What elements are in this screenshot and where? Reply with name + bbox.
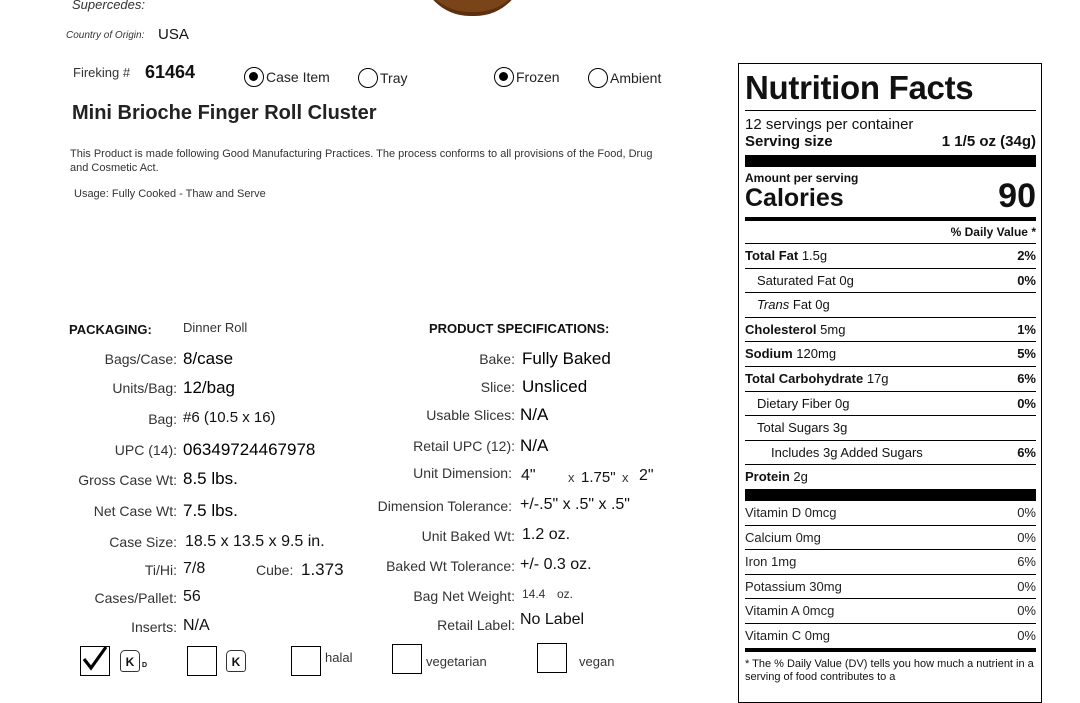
gross-case-wt-label: Gross Case Wt: [78,472,177,488]
cube-value: 1.373 [301,560,344,579]
net-case-wt-value: 7.5 lbs. [183,501,238,520]
upc14-label: UPC (14): [114,442,177,458]
nutrient-amount: 120mg [796,346,837,362]
nutrient-name: Trans [757,297,790,313]
unit-dimension-length: 4" [521,467,536,484]
vegetarian-checkbox[interactable] [392,644,422,674]
unit-dimension-width: 1.75" [581,469,616,486]
unit-dimension-height: 2" [639,467,654,484]
nutrient-dv: 6% [1017,444,1036,460]
kosher-dairy-symbol [120,650,147,672]
vitamin-dv: 6% [1017,554,1036,570]
ambient-option[interactable] [588,68,661,88]
retail-label-value: No Label [520,611,585,628]
nutrient-dv: 2% [1017,248,1036,263]
vitamin-row-calcium [745,525,1036,550]
tray-radio[interactable] [358,68,378,88]
kosher-pareve-checkbox[interactable] [187,646,217,676]
vegan-checkbox[interactable] [537,643,567,673]
daily-value-footnote: * The % Daily Value (DV) tells you how much a nutrient in a serving of food contributes to a [745,657,1034,683]
nutrient-name: Sodium [745,346,793,362]
nutrient-name: Cholesterol [745,321,817,337]
serving-size-value: 1 1/5 oz (34g) [941,133,1036,150]
nutrient-amount: 5mg [820,321,846,337]
nutrient-dv: 6% [1017,370,1036,386]
frozen-radio[interactable] [494,67,514,87]
units-per-bag-value: 12/bag [183,378,235,397]
nutrient-name: Total Carbohydrate [745,370,864,386]
vitamin-row-a [745,598,1036,623]
gross-case-wt-value: 8.5 lbs. [183,469,238,488]
usable-slices-label: Usable Slices: [426,407,515,423]
nutrient-row-sodium [745,341,1036,366]
servings-per-container: 12 servings per container [745,116,914,133]
supercedes-label: Supercedes: [72,0,145,12]
nutrient-row-trans-fat [745,292,1036,317]
vitamin-name: Vitamin A 0mcg [745,603,835,619]
vitamin-row-d [745,501,1036,525]
case-item-option[interactable] [244,67,330,87]
bag-net-weight-unit: oz. [557,587,574,601]
slice-value: Unsliced [522,377,588,396]
nutrient-dv: 1% [1017,321,1036,337]
frozen-option[interactable] [494,67,560,87]
kosher-dairy-checkbox[interactable] [80,646,110,676]
nutrient-row-added-sugars [745,440,1036,465]
units-per-bag-label: Units/Bag: [112,380,177,396]
calories-value: 90 [998,177,1036,215]
serving-size-label: Serving size [745,133,833,150]
vitamin-row-c [745,623,1036,648]
nutrient-name: Total Sugars [757,420,830,436]
nutrient-amount: 17g [866,370,889,386]
nutrient-amount: 1.5g [801,248,828,263]
gmp-statement: This Product is made following Good Manufacturing Practices. The process conforms to all provisions of the Food, Drug and Cosmetic Act. [70,148,653,174]
packaging-heading: PACKAGING: [69,322,152,337]
bake-value: Fully Baked [522,349,611,368]
fireking-label: Fireking # [73,65,131,80]
ambient-label: Ambient [610,70,662,86]
tray-label: Tray [380,70,408,86]
nutrient-dv: 0% [1017,272,1036,288]
ti-hi-label: Ti/Hi: [144,562,177,578]
vegan-label: vegan [579,654,615,669]
unit-baked-wt-label: Unit Baked Wt: [421,528,515,544]
specs-heading: PRODUCT SPECIFICATIONS: [429,321,610,336]
nutrient-name: Saturated Fat [757,272,836,288]
usage-text: Usage: Fully Cooked - Thaw and Serve [74,188,266,200]
daily-value-header: % Daily Value * [950,225,1036,239]
bag-label: Bag: [148,411,177,427]
origin-value: USA [158,26,189,43]
vitamin-name: Vitamin D 0mcg [745,504,837,520]
nutrient-row-total-fat [745,243,1036,268]
case-item-radio[interactable] [244,67,264,87]
case-size-value: 18.5 x 13.5 x 9.5 in. [185,533,325,550]
kosher-letter: K [125,655,135,669]
nutrient-name: Protein [745,469,790,485]
tray-option[interactable] [358,68,407,88]
bag-net-weight-label: Bag Net Weight: [413,588,515,604]
case-item-label: Case Item [266,69,330,85]
unit-dimension-x2: x [622,470,629,485]
vitamin-dv: 0% [1017,529,1036,545]
vitamin-dv: 0% [1017,603,1036,619]
ambient-radio[interactable] [588,68,608,88]
baked-wt-tolerance-value: +/- 0.3 oz. [520,556,592,573]
retail-upc-label: Retail UPC (12): [413,438,515,454]
halal-checkbox[interactable] [291,646,321,676]
cases-per-pallet-value: 56 [183,588,201,605]
nutrient-amount: 2g [793,469,808,485]
nutrient-row-cholesterol [745,317,1036,342]
frozen-label: Frozen [516,69,560,85]
case-size-label: Case Size: [109,534,177,550]
kosher-symbol [226,650,246,672]
vitamin-name: Calcium 0mg [745,529,821,545]
dimension-tolerance-value: +/-.5" x .5" x .5" [520,496,630,513]
vitamin-name: Vitamin C 0mg [745,627,831,643]
vitamin-name: Potassium 30mg [745,578,842,594]
retail-label-label: Retail Label: [437,617,515,633]
product-photo [420,0,525,16]
nutrient-name: Total Fat [745,248,799,263]
nutrient-row-protein [745,464,1036,489]
usable-slices-value: N/A [520,405,549,424]
unit-dimension-label: Unit Dimension: [413,465,512,481]
bag-value: #6 (10.5 x 16) [183,409,276,426]
ti-hi-value: 7/8 [183,560,206,577]
bag-net-weight-value: 14.4 [522,587,546,601]
vitamin-row-iron [745,549,1036,574]
amount-per-serving: Amount per serving [745,171,859,185]
upc14-value: 06349724467978 [183,440,316,459]
bags-per-case-value: 8/case [183,349,234,368]
retail-upc-value: N/A [520,436,549,455]
nutrient-row-total-carbohydrate [745,366,1036,391]
fireking-number: 61464 [145,62,196,82]
baked-wt-tolerance-label: Baked Wt Tolerance: [386,558,515,574]
unit-baked-wt-value: 1.2 oz. [522,526,571,543]
bake-label: Bake: [479,351,515,367]
vitamin-dv: 0% [1017,627,1036,643]
nutrient-amount: 3g [832,420,848,436]
nutrient-row-dietary-fiber [745,391,1036,416]
dimension-tolerance-label: Dimension Tolerance: [377,498,512,514]
vitamin-name: Iron 1mg [745,554,797,570]
inserts-label: Inserts: [131,619,177,635]
cases-per-pallet-label: Cases/Pallet: [94,590,177,606]
packaging-type: Dinner Roll [183,320,248,335]
nutrient-amount: 0g [835,395,850,411]
nutrient-name: Includes 3g Added Sugars [771,444,923,460]
slice-label: Slice: [480,379,515,395]
checkmark-icon [79,644,109,674]
dairy-letter: D [141,662,147,669]
kosher-letter-2: K [231,655,241,669]
inserts-value: N/A [183,617,210,634]
vegetarian-label: vegetarian [426,654,487,669]
cube-label: Cube: [256,562,294,578]
nutrient-row-saturated-fat [745,268,1036,293]
vitamin-dv: 0% [1017,504,1036,520]
origin-label: Country of Origin: [66,30,145,41]
calories-label: Calories [745,184,844,212]
vitamin-row-potassium [745,574,1036,599]
nutrient-name: Dietary Fiber [757,395,832,411]
nutrient-dv: 0% [1017,395,1036,411]
nutrition-facts-panel [738,63,1042,703]
nutrient-amount: 0g [839,272,854,288]
net-case-wt-label: Net Case Wt: [93,503,177,519]
vitamin-dv: 0% [1017,578,1036,594]
halal-label: halal [325,650,353,665]
nutrition-facts-title: Nutrition Facts [745,69,974,106]
nutrient-amount: Fat 0g [792,297,830,313]
unit-dimension-x1: x [568,470,575,485]
nutrient-row-total-sugars [745,415,1036,440]
product-name: Mini Brioche Finger Roll Cluster [72,102,377,124]
nutrient-dv: 5% [1017,346,1036,362]
bags-per-case-label: Bags/Case: [104,351,177,367]
